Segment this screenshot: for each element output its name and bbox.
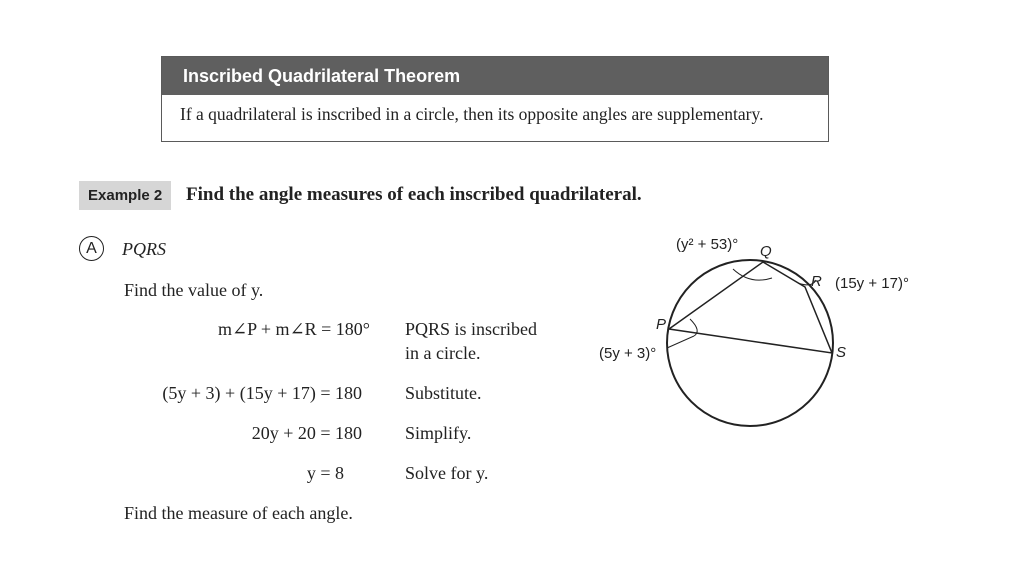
inscribed-quadrilateral-diagram <box>590 225 930 435</box>
step-reason-1a: PQRS is inscribed <box>405 319 538 339</box>
step-reason-1b: in a circle. <box>405 343 481 363</box>
point-label-s: S <box>836 344 847 361</box>
part-name: PQRS <box>122 239 166 259</box>
theorem-box <box>161 56 829 142</box>
find-y-instruction: Find the value of y. <box>124 280 264 300</box>
step-equation-1: m∠P + m∠R = 180° <box>217 319 370 339</box>
example-tag: Example 2 <box>79 181 171 210</box>
step-reason-4: Solve for y. <box>405 463 489 483</box>
quadrilateral-pqrs <box>669 262 832 353</box>
point-label-p: P <box>656 316 667 333</box>
step-equation-2: (5y + 3) + (15y + 17) = 180 <box>162 383 362 403</box>
angle-arc-p <box>690 319 697 336</box>
find-angles-instruction: Find the measure of each angle. <box>124 503 353 523</box>
step-equation-4: y = 8 <box>306 463 344 483</box>
step-equation-3: 20y + 20 = 180 <box>251 423 362 443</box>
point-label-q: Q <box>760 243 772 260</box>
angle-label-p: (5y + 3)° <box>599 345 657 362</box>
angle-label-q: (y² + 53)° <box>676 236 739 253</box>
step-reason-2: Substitute. <box>405 383 482 403</box>
angle-label-r: (15y + 17)° <box>835 275 909 292</box>
part-letter-badge: A <box>79 236 104 261</box>
example-title: Find the angle measures of each inscribed quadrilateral. <box>186 184 642 205</box>
theorem-statement: If a quadrilateral is inscribed in a circle, then its opposite angles are supplementary. <box>180 104 764 124</box>
point-label-r: R <box>811 273 822 290</box>
theorem-title: Inscribed Quadrilateral Theorem <box>162 57 828 95</box>
step-reason-3: Simplify. <box>405 423 472 443</box>
label-leader-p <box>667 336 694 348</box>
